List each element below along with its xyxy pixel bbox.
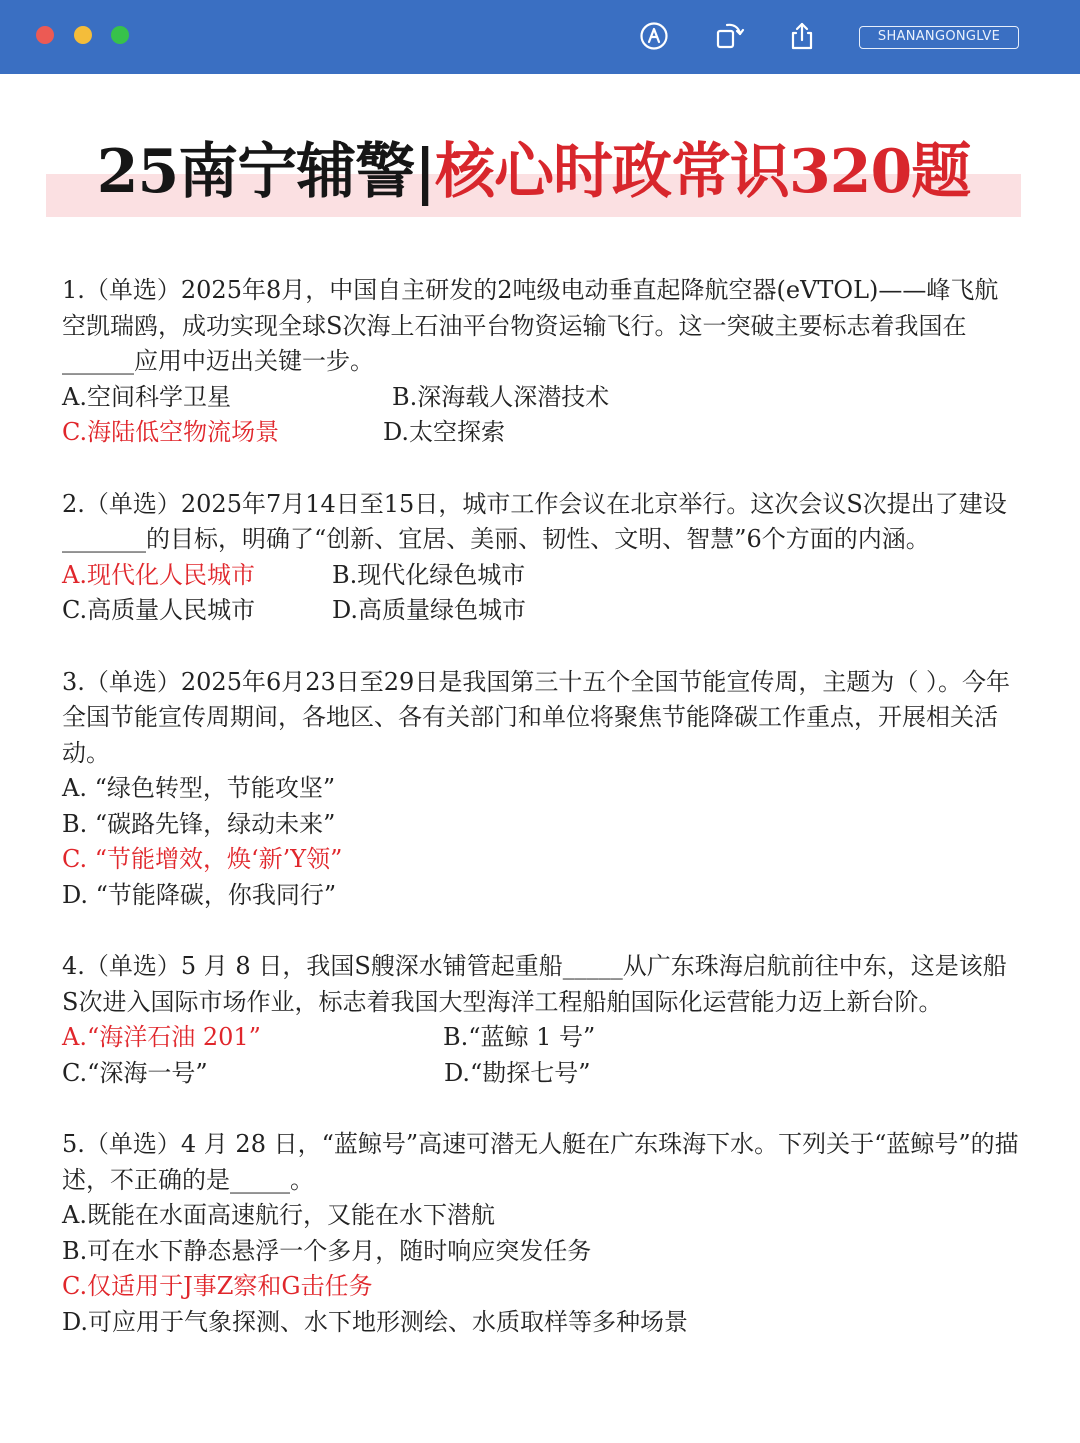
question-4 (62, 949, 1022, 1091)
question-text: 4.（单选）5 月 8 日，我国S艘深水铺管起重船_____从广东珠海启航前往中东，这是该船S次进入国际市场作业，标志着我国大型海洋工程船舶国际化运营能力迈上新台阶。 (62, 952, 1007, 1016)
option-d: D. “节能降碳，你我同行” (62, 880, 337, 909)
option-b: B. “碳路先锋，绿动未来” (62, 809, 336, 838)
brand-label: SHANANGONGLVE (859, 26, 1019, 49)
close-window-button[interactable] (36, 26, 54, 44)
page-title (46, 132, 1021, 218)
option-a: A.空间科学卫星 (62, 382, 231, 411)
window-toolbar (0, 0, 1080, 74)
share-icon[interactable] (786, 20, 818, 52)
minimize-window-button[interactable] (74, 26, 92, 44)
question-3 (62, 665, 1022, 914)
option-d: D.可应用于气象探测、水下地形测绘、水质取样等多种场景 (62, 1307, 689, 1336)
option-d: D.太空探索 (383, 418, 506, 446)
option-b: B.深海载人深潜技术 (392, 382, 610, 411)
rotate-icon[interactable] (713, 20, 745, 52)
option-c: C.高质量人民城市 (62, 596, 256, 624)
question-5 (62, 1127, 1022, 1340)
question-text: 2.（单选）2025年7月14日至15日，城市工作会议在北京举行。这次会议S次提出了建设_______的目标，明确了“创新、宜居、美丽、韧性、文明、智慧”6个方面的内涵。 (62, 489, 1007, 553)
option-b: B.可在水下静态悬浮一个多月，随时响应突发任务 (62, 1236, 592, 1265)
option-a: A. “绿色转型，节能攻坚” (62, 774, 336, 802)
title-part-2: 核心时政常识320题 (435, 137, 971, 207)
question-1 (62, 273, 1022, 451)
option-d: D.高质量绿色城市 (332, 596, 527, 624)
option-a-answer: A.“海洋石油 201” (62, 1023, 261, 1051)
option-c-answer: C.海陆低空物流场景 (62, 418, 280, 446)
question-list (62, 273, 1022, 1376)
option-b: B.“蓝鲸 1 号” (443, 1023, 596, 1051)
option-c: C.“深海一号” (62, 1058, 208, 1087)
option-d: D.“勘探七号” (444, 1058, 591, 1087)
option-c-answer: C.仅适用于J事Z察和G击任务 (62, 1272, 373, 1300)
edit-icon[interactable] (638, 20, 670, 52)
question-text: 3.（单选）2025年6月23日至29日是我国第三十五个全国节能宣传周，主题为（ ）。今年全国节能宣传周期间，各地区、各有关部门和单位将聚焦节能降碳工作重点，开展相关活动。 (62, 667, 1010, 767)
maximize-window-button[interactable] (111, 26, 129, 44)
question-text: 5.（单选）4 月 28 日，“蓝鲸号”高速可潜无人艇在广东珠海下水。下列关于“蓝鲸号”的描述，不正确的是_____。 (62, 1130, 1019, 1194)
option-a: A.既能在水面高速航行，又能在水下潜航 (62, 1201, 495, 1229)
option-b: B.现代化绿色城市 (332, 560, 526, 589)
question-text: 1.（单选）2025年8月，中国自主研发的2吨级电动垂直起降航空器(eVTOL)——峰飞航空凯瑞鸥，成功实现全球S次海上石油平台物资运输飞行。这一突破主要标志着我国在______应用中迈出关键一步。 (62, 276, 999, 375)
question-2 (62, 487, 1022, 629)
option-c-answer: C. “节能增效，焕‘新’Y领” (62, 845, 343, 873)
option-a-answer: A.现代化人民城市 (62, 560, 255, 589)
title-part-1: 25南宁辅警| (96, 137, 436, 207)
